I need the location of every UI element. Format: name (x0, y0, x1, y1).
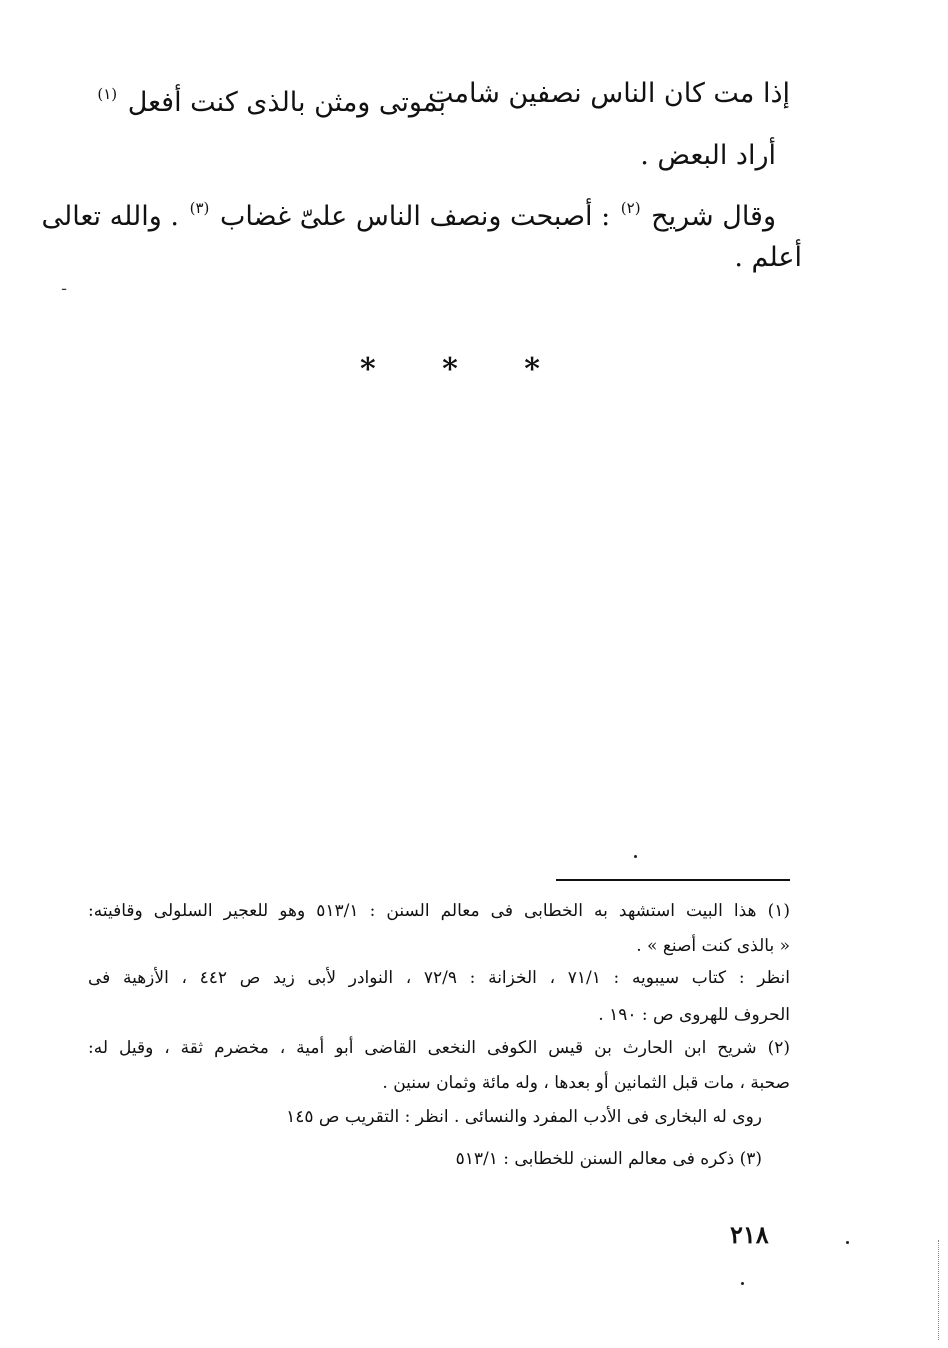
footnote-1-line-3: انظر : كتاب سيبويه : ٧١/١ ، الخزانة : ٧٢/٩ ، النوادر لأبى زيد ص ٤٤٢ ، الأزهية فى (88, 968, 790, 988)
body-line-3-part2: : أصبحت ونصف الناس علىّ غضاب (219, 201, 611, 232)
scan-speck (846, 1241, 849, 1244)
footnote-1-line-1: (١) هذا البيت استشهد به الخطابى فى معالم السنن : ٥١٣/١ وهو للعجير السلولى وقافيته: (88, 901, 790, 921)
footnote-2-line-2: صحبة ، مات قبل الثمانين أو بعدها ، وله مائة وثمان سنين . (382, 1073, 790, 1093)
page-number: ٢١٨ (730, 1220, 769, 1249)
footnote-1-line-4: الحروف للهروى ص : ١٩٠ . (598, 1005, 790, 1025)
footnote-ref-3: (٣) (189, 199, 210, 217)
body-line-4: أعلم . (734, 242, 802, 273)
footnote-divider (556, 879, 790, 881)
verse-second-hemistich (95, 76, 446, 121)
footnote-ref-1: (١) (97, 85, 118, 103)
footnote-2-line-3: روى له البخارى فى الأدب المفرد والنسائى . انظر : التقريب ص ١٤٥ (286, 1107, 762, 1127)
body-line-3-part3: . والله تعالى (41, 201, 179, 232)
footnote-2-line-1: (٢) شريح ابن الحارث بن قيس الكوفى النخعى القاضى أبو أمية ، مخضرم ثقة ، وقيل له: (88, 1038, 790, 1058)
scan-speck (634, 855, 637, 858)
page-edge-shadow (938, 1240, 940, 1340)
section-separator (360, 352, 540, 387)
body-line-3 (41, 190, 776, 235)
separator-star: * (524, 352, 540, 387)
scan-speck-mark: ـ (62, 278, 67, 294)
body-line-3-part1: وقال شريح (651, 201, 776, 232)
footnote-3-line-1: (٣) ذكره فى معالم السنن للخطابى : ٥١٣/١ (455, 1149, 762, 1169)
separator-star: * (442, 352, 458, 387)
scan-speck (741, 1282, 744, 1285)
footnote-1-line-2: « بالذى كنت أصنع » . (636, 936, 790, 956)
separator-star: * (360, 352, 376, 387)
verse-second-text: بموتى ومثن بالذى كنت أفعل (127, 87, 446, 118)
footnote-ref-2: (٢) (620, 199, 641, 217)
poetry-verse (97, 76, 790, 118)
body-line-2: أراد البعض . (640, 140, 776, 171)
verse-first-hemistich: إذا مت كان الناس نصفين شامت (428, 78, 790, 109)
